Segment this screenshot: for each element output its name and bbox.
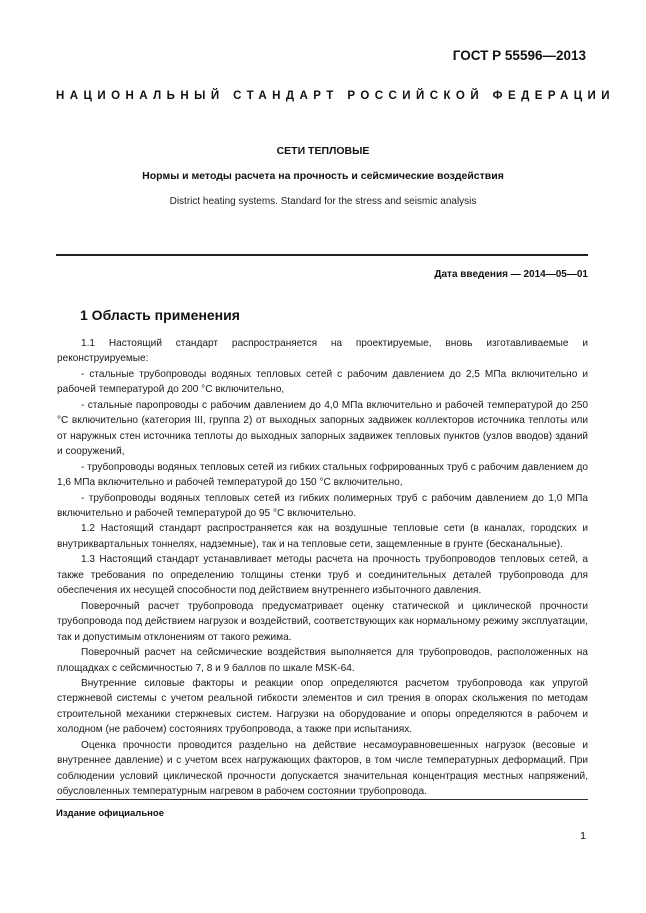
- english-title: District heating systems. Standard for the stress and seismic analysis: [169, 196, 477, 207]
- paragraph: Поверочный расчет трубопровода предусматривает оценку статической и циклической прочности трубопровода под действием нагрузок и воздействий, соответствующих как нормальному режиму эксплуатации, так и допустимым отклонениям от такого режима.: [57, 600, 588, 643]
- official-edition-note: Издание официальное: [56, 808, 164, 819]
- paragraph: Оценка прочности проводится раздельно на действие несамоуравновешенных нагрузок (весовые и внутреннее давление) и с учетом всех нагружающих факторов, в том числе температурных деформаций. При соблюдении условий циклической прочности допускается значительная концентрация местных напряжений, обусловленных температурным нагревом в рабочем состоянии трубопровода.: [57, 739, 588, 798]
- header-divider: [56, 254, 588, 256]
- section-body: [57, 336, 588, 800]
- paragraph: 1.3 Настоящий стандарт устанавливает методы расчета на прочность трубопроводов тепловых сетей, а также требования по определению толщины стенки труб и соединительных деталей трубопровода для обеспечения их несущей способности под действием внутреннего избыточного давления.: [57, 554, 588, 597]
- page-number: 1: [580, 830, 586, 842]
- document-code: ГОСТ Р 55596—2013: [452, 48, 586, 63]
- standard-line: НАЦИОНАЛЬНЫЙ СТАНДАРТ РОССИЙСКОЙ ФЕДЕРАЦИИ: [56, 90, 615, 102]
- paragraph: - трубопроводы водяных тепловых сетей из гибких стальных гофрированных труб с рабочим давлением до 1,6 МПа включительно и рабочей температурой до 150 °С включительно,: [57, 461, 588, 489]
- paragraph: Поверочный расчет на сейсмические воздействия выполняется для трубопроводов, расположенных на площадках с сейсмичностью 7, 8 и 9 баллов по шкале MSK-64.: [57, 647, 588, 674]
- paragraph: - стальные трубопроводы водяных тепловых сетей с рабочим давлением до 2,5 МПа включительно и рабочей температурой до 200 °С включительно,: [57, 368, 588, 396]
- introduction-date: Дата введения — 2014—05—01: [434, 269, 588, 280]
- section-heading: 1 Область применения: [80, 307, 240, 323]
- paragraph: Внутренние силовые факторы и реакции опор определяются расчетом трубопровода как упругой стержневой системы с учетом реальной гибкости элементов и сил трения в опорах скольжения по методам строительной механики стержневых систем. Нагрузки на оборудование и опоры определяются в рабочем и холодном (не рабочем) состояниях трубопровода, а также при испытаниях.: [57, 677, 588, 736]
- document-title: СЕТИ ТЕПЛОВЫЕ: [276, 145, 370, 157]
- document-subtitle: Нормы и методы расчета на прочность и сейсмические воздействия: [142, 170, 504, 182]
- paragraph: 1.2 Настоящий стандарт распространяется как на воздушные тепловые сети (в каналах, городских и внутриквартальных тоннелях, надземные), так и на тепловые сети, защемленные в грунте (бесканальные).: [57, 523, 588, 550]
- paragraph: 1.1 Настоящий стандарт распространяется на проектируемые, вновь изготавливаемые и реконструируемые:: [57, 338, 588, 365]
- paragraph: - стальные паропроводы с рабочим давлением до 4,0 МПа включительно и рабочей температурой до 250 °С включительно (категория III, группа 2) от выходных запорных задвижек коллекторов источника теплоты или от наружных стен источника теплоты до выходных запорных задвижек тепловых пунктов (узлов вводов) зданий и сооружений,: [57, 399, 588, 458]
- footer-divider: [56, 799, 588, 800]
- paragraph: - трубопроводы водяных тепловых сетей из гибких полимерных труб с рабочим давлением до 1,0 МПа включительно и рабочей температурой до 95 °С включительно.: [57, 492, 588, 519]
